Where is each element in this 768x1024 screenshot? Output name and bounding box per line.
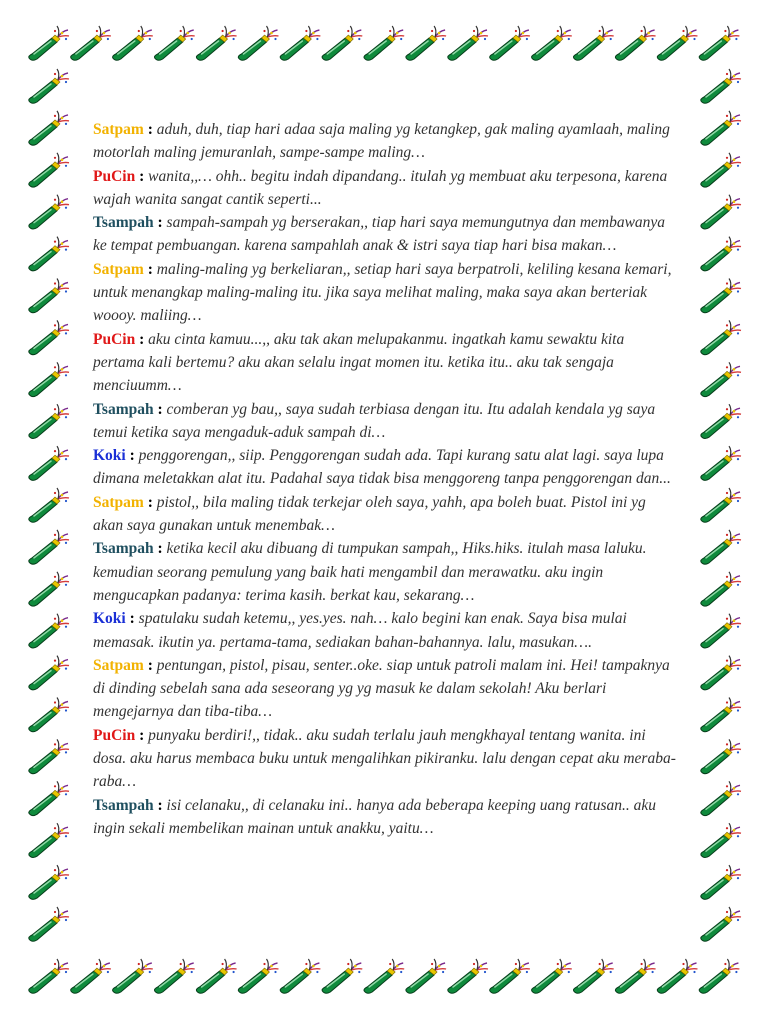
champagne-bottle-icon <box>29 739 69 773</box>
champagne-bottle-icon <box>490 26 530 60</box>
champagne-bottle-icon <box>29 823 69 857</box>
champagne-bottle-icon <box>615 959 655 993</box>
champagne-bottle-icon <box>29 488 69 522</box>
dialogue-line <box>93 211 679 258</box>
dialogue-line <box>93 444 679 491</box>
champagne-bottle-icon <box>29 279 69 313</box>
champagne-bottle-icon <box>29 614 69 648</box>
speaker-name: Satpam <box>93 260 144 278</box>
speaker-separator: : <box>153 540 167 558</box>
champagne-bottle-icon <box>701 614 741 648</box>
speaker-name: PuCin <box>93 726 136 744</box>
champagne-bottle-icon <box>71 959 111 993</box>
champagne-bottle-icon <box>701 320 741 354</box>
speaker-separator: : <box>143 656 157 674</box>
speaker-name: Tsampah <box>93 540 154 558</box>
champagne-bottle-icon <box>364 959 404 993</box>
speaker-name: Satpam <box>93 121 144 138</box>
champagne-bottle-icon <box>238 26 278 60</box>
dialogue-text-line: aku cinta kamuu...,, aku tak akan melupakanmu. ingatkah kamu sewaktu kita pertama kali bertemu? aku akan selalu ingat momen itu. ketika itu.. aku tak sengaja menciuumm… <box>93 330 625 395</box>
speaker-separator: : <box>135 167 149 185</box>
champagne-bottle-icon <box>574 959 614 993</box>
champagne-bottle-icon <box>701 488 741 522</box>
champagne-bottle-icon <box>701 362 741 396</box>
champagne-bottle-icon <box>29 404 69 438</box>
champagne-bottle-icon <box>155 959 195 993</box>
champagne-bottle-icon <box>29 959 69 993</box>
champagne-bottle-icon <box>615 26 655 60</box>
champagne-bottle-icon <box>29 26 69 60</box>
dialogue-text-line: punyaku berdiri!,, tidak.. aku sudah terlalu jauh mengkhayal tentang wanita. ini dosa. aku harus membaca buku untuk mengalihkan pikiranku. lalu dengan cepat aku meraba-raba… <box>93 726 676 791</box>
speaker-name: Tsampah <box>93 214 154 232</box>
champagne-bottle-icon <box>29 111 69 145</box>
dialogue-line <box>93 794 679 841</box>
speaker-name: Satpam <box>93 493 144 511</box>
dialogue-text-line: isi celanaku,, di celanaku ini.. hanya ada beberapa keeping uang ratusan.. aku ingin sekali membelikan mainan untuk anakku, yaitu… <box>93 796 656 837</box>
champagne-bottle-icon <box>574 26 614 60</box>
speaker-name: Koki <box>93 447 126 465</box>
champagne-bottle-icon <box>29 237 69 271</box>
dialogue-line <box>93 607 679 654</box>
champagne-bottle-icon <box>490 959 530 993</box>
champagne-bottle-icon <box>701 739 741 773</box>
champagne-bottle-icon <box>29 69 69 103</box>
champagne-bottle-icon <box>448 959 488 993</box>
speaker-separator: : <box>125 447 139 465</box>
champagne-bottle-icon <box>701 237 741 271</box>
dialogue-text-line: sampah-sampah yg berserakan,, tiap hari saya memungutnya dan membawanya ke tempat pembuangan. karena sampahlah anak & istri saya tiap hari bisa makan… <box>93 214 666 255</box>
champagne-bottle-icon <box>701 195 741 229</box>
champagne-bottle-icon <box>29 320 69 354</box>
dialogue-text-line: ketika kecil aku dibuang di tumpukan sampah,, Hiks.hiks. itulah masa laluku. kemudian seorang pemulung yang baik hati mengambil dan merawatku. aku ingin mengucapkan padanya: terima kasih. berkat kau, sekarang… <box>93 540 647 604</box>
speaker-separator: : <box>143 260 157 278</box>
champagne-bottle-icon <box>29 781 69 815</box>
speaker-separator: : <box>143 493 157 511</box>
champagne-bottle-icon <box>701 530 741 564</box>
champagne-bottle-icon <box>701 865 741 899</box>
champagne-bottle-icon <box>29 656 69 690</box>
dialogue-text-line: spatulaku sudah ketemu,, yes.yes. nah… kalo begini kan enak. Saya bisa mulai memasak. ikutin ya. pertama-tama, sediakan bahan-bahannya. lalu, masukan…. <box>93 610 627 651</box>
champagne-bottle-icon <box>701 781 741 815</box>
champagne-bottle-icon <box>322 26 362 60</box>
dialogue-line <box>93 328 679 398</box>
champagne-bottle-icon <box>29 865 69 899</box>
champagne-bottle-icon <box>532 26 572 60</box>
champagne-bottle-icon <box>29 362 69 396</box>
champagne-bottle-icon <box>29 446 69 480</box>
champagne-bottle-icon <box>701 153 741 187</box>
champagne-bottle-icon <box>701 279 741 313</box>
champagne-bottle-icon <box>364 26 404 60</box>
dialogue-line <box>93 491 679 538</box>
champagne-bottle-icon <box>29 530 69 564</box>
dialogue-line <box>93 654 679 724</box>
speaker-name: Tsampah <box>93 796 154 814</box>
champagne-bottle-icon <box>699 26 739 60</box>
champagne-bottle-icon <box>196 959 236 993</box>
dialogue-text-line: aduh, duh, tiap hari adaa saja maling yg ketangkep, gak maling ayamlaah, maling motorlah maling jemuranlah, sampe-sampe maling… <box>93 121 670 162</box>
champagne-bottle-icon <box>238 959 278 993</box>
champagne-bottle-icon <box>701 656 741 690</box>
champagne-bottle-icon <box>701 404 741 438</box>
speaker-separator: : <box>153 214 167 232</box>
champagne-bottle-icon <box>448 26 488 60</box>
dialogue-line <box>93 165 679 212</box>
champagne-bottle-icon <box>657 26 697 60</box>
champagne-bottle-icon <box>406 26 446 60</box>
dialogue-line <box>93 537 679 607</box>
champagne-bottle-icon <box>701 572 741 606</box>
champagne-bottle-icon <box>701 446 741 480</box>
champagne-bottle-icon <box>113 959 153 993</box>
champagne-bottle-icon <box>701 907 741 941</box>
speaker-name: Satpam <box>93 656 144 674</box>
champagne-bottle-icon <box>406 959 446 993</box>
champagne-bottle-icon <box>113 26 153 60</box>
speaker-name: Tsampah <box>93 400 154 418</box>
dialogue-line <box>93 118 679 165</box>
speaker-separator: : <box>135 726 149 744</box>
dialogue-text-line: pistol,, bila maling tidak terkejar oleh saya, yahh, apa boleh buat. Pistol ini yg akan saya gunakan untuk menembak… <box>93 493 646 535</box>
dialogue-text-line: pentungan, pistol, pisau, senter..oke. siap untuk patroli malam ini. Hei! tampaknya di dinding sebelah sana ada seseorang yg yg masuk ke dalam sekolah! Aku berlari mengejarnya dan tiba-tiba… <box>93 656 670 721</box>
champagne-bottle-icon <box>701 823 741 857</box>
champagne-bottle-icon <box>701 69 741 103</box>
champagne-bottle-icon <box>29 907 69 941</box>
champagne-bottle-icon <box>532 959 572 993</box>
speaker-name: PuCin <box>93 167 136 185</box>
champagne-bottle-icon <box>196 26 236 60</box>
dialogue-line <box>93 258 679 328</box>
dialogue-text-line: wanita,,… ohh.. begitu indah dipandang.. itulah yg membuat aku terpesona, karena wajah wanita sangat cantik seperti... <box>93 167 668 208</box>
dialogue-text-line: comberan yg bau,, saya sudah terbiasa dengan itu. Itu adalah kendala yg saya temui ketika saya mengaduk-aduk sampah di… <box>93 400 656 441</box>
dialogue-text-line: maling-maling yg berkeliaran,, setiap hari saya berpatroli, keliling kesana kemari, untuk menangkap maling-maling itu. jika saya melihat maling, maka saya akan berteriak woooy. maliing… <box>93 260 672 325</box>
dialogue-text <box>93 118 679 840</box>
speaker-separator: : <box>153 796 167 814</box>
champagne-bottle-icon <box>29 698 69 732</box>
champagne-bottle-icon <box>701 111 741 145</box>
champagne-bottle-icon <box>699 959 739 993</box>
champagne-bottle-icon <box>280 26 320 60</box>
dialogue-line <box>93 724 679 794</box>
dialogue-line <box>93 398 679 445</box>
champagne-bottle-icon <box>29 153 69 187</box>
champagne-bottle-icon <box>322 959 362 993</box>
champagne-bottle-icon <box>657 959 697 993</box>
champagne-bottle-icon <box>71 26 111 60</box>
champagne-bottle-icon <box>155 26 195 60</box>
speaker-name: Koki <box>93 610 126 628</box>
speaker-separator: : <box>125 610 139 628</box>
dialogue-text-line: penggorengan,, siip. Penggorengan sudah ada. Tapi kurang satu alat lagi. saya lupa dimana meletakkan alat itu. Padahal saya tidak bisa menggoreng tanpa penggorengan dan... <box>93 447 671 488</box>
champagne-bottle-icon <box>701 698 741 732</box>
champagne-bottle-icon <box>280 959 320 993</box>
champagne-bottle-icon <box>29 572 69 606</box>
speaker-separator: : <box>153 400 167 418</box>
speaker-name: PuCin <box>93 330 136 348</box>
speaker-separator: : <box>143 121 157 138</box>
champagne-bottle-icon <box>29 195 69 229</box>
speaker-separator: : <box>135 330 149 348</box>
